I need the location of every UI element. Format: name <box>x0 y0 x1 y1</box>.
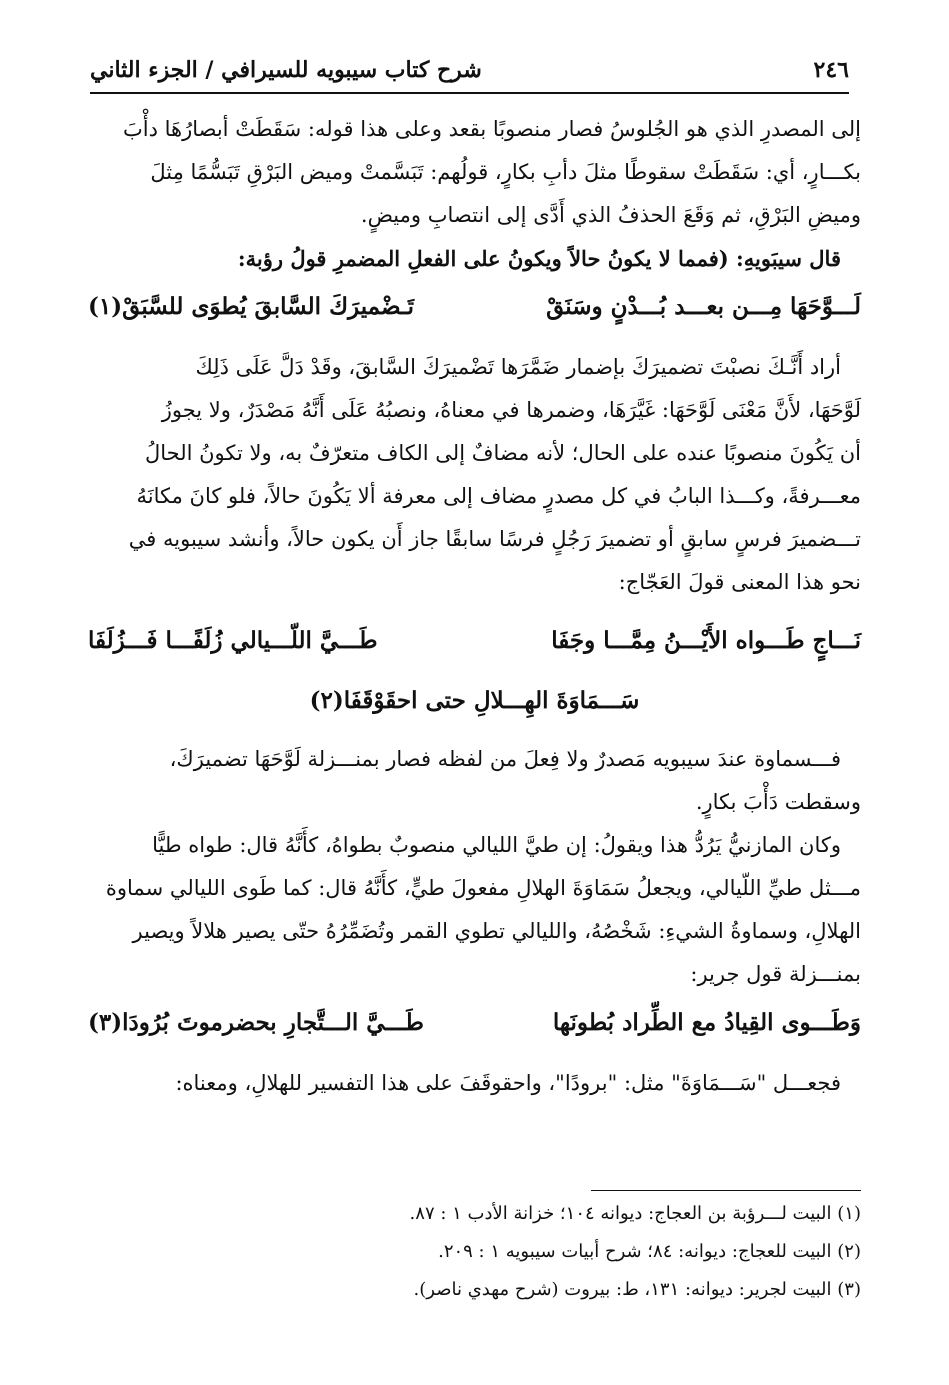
text-line: إلى المصدرِ الذي هو الجُلوسُ فصار منصوبًا بقعد وعلى هذا قوله: سَقَطَتْ أبصارُهَا دأْبَ <box>122 117 861 141</box>
verse-3: سَـــمَاوَةَ الهِـــلالِ حتى احقَوْقَفَا(٢) <box>309 687 640 714</box>
text-line: وميضِ البَرْقِ، ثم وَقَعَ الحذفُ الذي أَدَّى إلى انتصابِ وميضٍ. <box>360 203 861 227</box>
verse-4 <box>88 1000 861 1046</box>
text-line: فـــسماوة عندَ سيبويه مَصدرٌ ولا فِعلَ من لفظه فصار بمنـــزلة لَوَّحَهَا تضميرَكَ، <box>169 747 841 771</box>
footnote-2: (٢) البيت للعجاج: ديوانه: ٨٤؛ شرح أبيات سيبويه ١ : ٢٠٩. <box>438 1241 861 1262</box>
footnote-divider <box>591 1190 861 1191</box>
verse-2 <box>88 618 861 664</box>
paragraph-6: فجعـــل "سَـــمَاوَةَ" مثل: "برودًا"، واحقوقَفَ على هذا التفسير للهلالِ، ومعناه: <box>175 1071 841 1095</box>
main-text <box>88 108 861 1105</box>
text-line: نحو هذا المعنى قولَ العَجّاج: <box>618 570 861 594</box>
page-header <box>90 52 849 88</box>
text-line: مـــثل طيِّ اللّيالي، ويجعلُ سَمَاوَةَ الهلالِ مفعولَ طيٍّ، كأَنَّهُ قال: كما طَوى الليالي سماوة <box>105 876 861 900</box>
text-line: تـــضميرَ فرسٍ سابقٍ أو تضميرَ رَجُلٍ فرسًا سابقًا جاز أَن يكون حالاً، وأنشد سيبويه في <box>128 527 861 551</box>
verse-hemistich-first: لَـــوَّحَهَا مِـــن بعـــد بُـــدْنٍ وسَنَقْ <box>546 293 861 320</box>
text-line: بمنـــزلة قول جرير: <box>690 962 861 986</box>
verse-hemistich-first: نَـــاجٍ طَـــواه الأَيْـــنُ مِمَّـــا وجَفَا <box>551 627 861 654</box>
verse-hemistich-first: وَطَـــوى القِيادُ مع الطِّراد بُطونَها <box>552 1009 861 1036</box>
text-line: وكان المازنيُّ يَرُدُّ هذا ويقولُ: إن طيَّ الليالي منصوبٌ بطواهُ، كأَنَّهُ قال: طواه طيًّا <box>152 833 841 857</box>
footnotes <box>409 1195 861 1309</box>
text-line: وسقطت دَأْبَ بكارٍ. <box>695 790 861 814</box>
text-line: أن يَكُونَ منصوبًا عنده على الحال؛ لأنه مضافٌ إلى الكاف متعرّفٌ به، ولا تكونُ الحالُ <box>145 441 861 465</box>
page-number: ٢٤٦ <box>813 57 849 83</box>
paragraph-2: قال سيبَويهِ: (فمما لا يكونُ حالاً ويكونُ على الفعلِ المضمرِ قولُ رؤبة: <box>237 246 841 271</box>
verse-hemistich-second: طَـــيَّ الـــتَّجارِ بحضرموتَ بُرُودَا(٣) <box>88 1009 424 1036</box>
footnote-3: (٣) البيت لجرير: ديوانه: ١٣١، ط: بيروت (شرح مهدي ناصر). <box>413 1279 861 1300</box>
footnote-1: (١) البيت لـــرؤبة بن العجاج: ديوانه ١٠٤؛ خزانة الأدب ١ : ٨٧. <box>409 1203 861 1224</box>
text-line: أراد أَنَّـكَ نصبْتَ تضميرَكَ بإضمار ضَمَّرَها تَضْميرَكَ السَّابقَ، وقَدْ دَلَّ عَلَى ذَلِكَ <box>195 355 841 379</box>
verse-1 <box>88 284 861 330</box>
text-line: بكـــارٍ، أي: سَقَطَتْ سقوطًا مثلَ دأبِ بكارٍ، قولُهم: تَبَسَّمتْ وميض البَرْقِ تَبَسُّمًا مِثلَ <box>150 160 861 184</box>
running-title: شرح كتاب سيبويه للسيرافي / الجزء الثاني <box>90 57 482 83</box>
text-line: معـــرفةً، وكـــذا البابُ في كل مصدرٍ مضاف إلى معرفة ألا يَكُونَ حالاً، فلو كانَ مكانَهُ <box>136 484 861 508</box>
paragraph-3 <box>88 346 861 604</box>
paragraph-5 <box>88 824 861 996</box>
verse-hemistich-second: طَـــيَّ اللّـــيالي زُلَفًـــا فَـــزُلَفَا <box>88 627 378 654</box>
text-line: لَوَّحَهَا، لأَنَّ مَعْنَى لَوَّحَهَا: غَيَّرَهَا، وضمرها في معناهُ، ونصبُهُ عَلَى أَنَّهُ مَصْدَرٌ، ولا يجوزُ <box>161 398 861 422</box>
verse-hemistich-second: تَـضْميرَكَ السَّابقَ يُطوَى للسَّبَقْ(١) <box>88 293 415 320</box>
paragraph-4 <box>88 738 861 824</box>
paragraph-1 <box>88 108 861 237</box>
text-line: الهلالِ، وسماوةُ الشيءِ: شَخْصُهُ، والليالي تطوي القمر وتُضَمِّرُهُ حتّى يصير هلالاً ويصير <box>132 919 861 943</box>
header-divider <box>90 92 849 94</box>
